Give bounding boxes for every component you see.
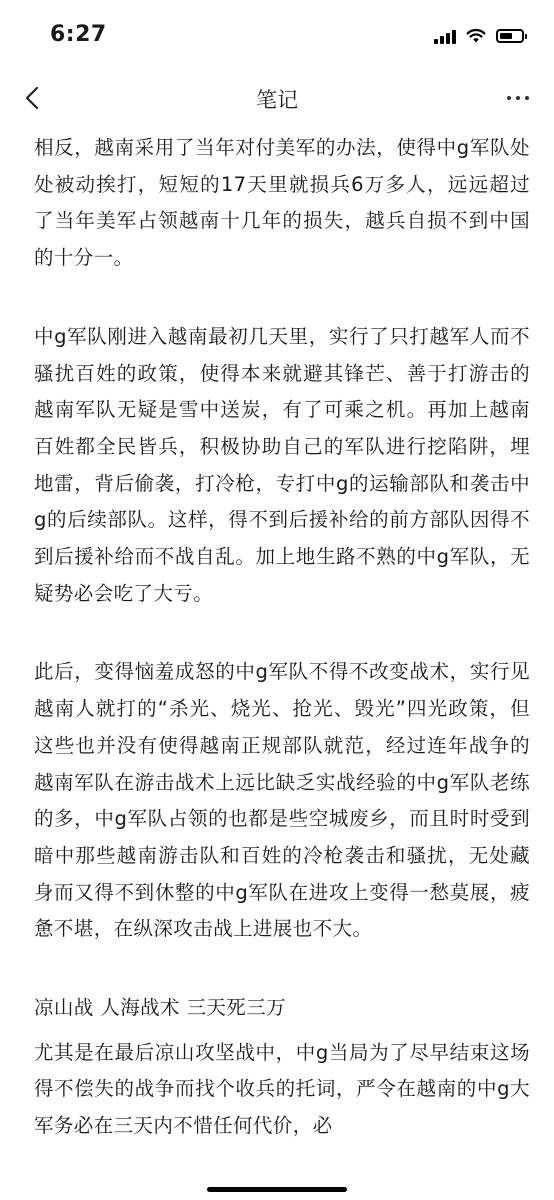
- more-options-button[interactable]: [500, 86, 536, 110]
- status-bar: [0, 0, 554, 70]
- note-paragraph: 中g军队刚进入越南最初几天里，实行了只打越军人而不骚扰百姓的政策，使得本来就避其锋芒、善于打游击的越南军队无疑是雪中送炭，有了可乘之机。再加上越南百姓都全民皆兵，积极协助自己的军队进行挖陷阱，埋地雷，背后偷袭，打冷枪，专打中g的运输部队和袭击中g的后续部队。这样，得不到后援补给的前方部队因得不到后援补给而不战自乱。加上地生路不熟的中g军队，无疑势必会吃了大亏。: [34, 324, 530, 605]
- nav-bar: [0, 70, 554, 126]
- note-paragraph: 尤其是在最后凉山攻坚战中，中g当局为了尽早结束这场得不偿失的战争而找个收兵的托词，严令在越南的中g大军务必在三天内不惜任何代价，必: [34, 1040, 530, 1138]
- note-content[interactable]: [34, 130, 530, 1200]
- note-paragraph: 此后，变得恼羞成怒的中g军队不得不改变战术，实行见越南人就打的“杀光、烧光、抢光、毁光”四光政策，但这些也并没有使得越南正规部队就范，经过连年战争的越南军队在游击战术上远比缺乏实战经验的中g军队老练的多，中g军队占领的也都是些空城废乡，而且时时受到暗中那些越南游击队和百姓的冷枪袭击和骚扰，无处藏身而又得不到休整的中g军队在进攻上变得一愁莫展，疲惫不堪，在纵深攻击战上进展也不大。: [34, 660, 530, 941]
- section-heading: 凉山战 人海战术 三天死三万: [34, 996, 286, 1020]
- note-paragraph: 相反，越南采用了当年对付美军的办法，使得中g军队处处被动挨打，短短的17天里就损兵6万多人，远远超过了当年美军占领越南十几年的损失，越兵自损不到中国的十分一。: [34, 136, 530, 270]
- battery-icon: [496, 29, 524, 43]
- wifi-icon: [466, 28, 486, 44]
- home-indicator[interactable]: [207, 1187, 347, 1192]
- more-dot-icon: [516, 96, 520, 100]
- status-time: 6:27: [50, 22, 107, 47]
- cellular-signal-icon: [434, 28, 456, 44]
- page-title: 笔记: [256, 88, 298, 112]
- more-dot-icon: [507, 96, 511, 100]
- more-dot-icon: [525, 96, 529, 100]
- status-icons: [434, 26, 524, 44]
